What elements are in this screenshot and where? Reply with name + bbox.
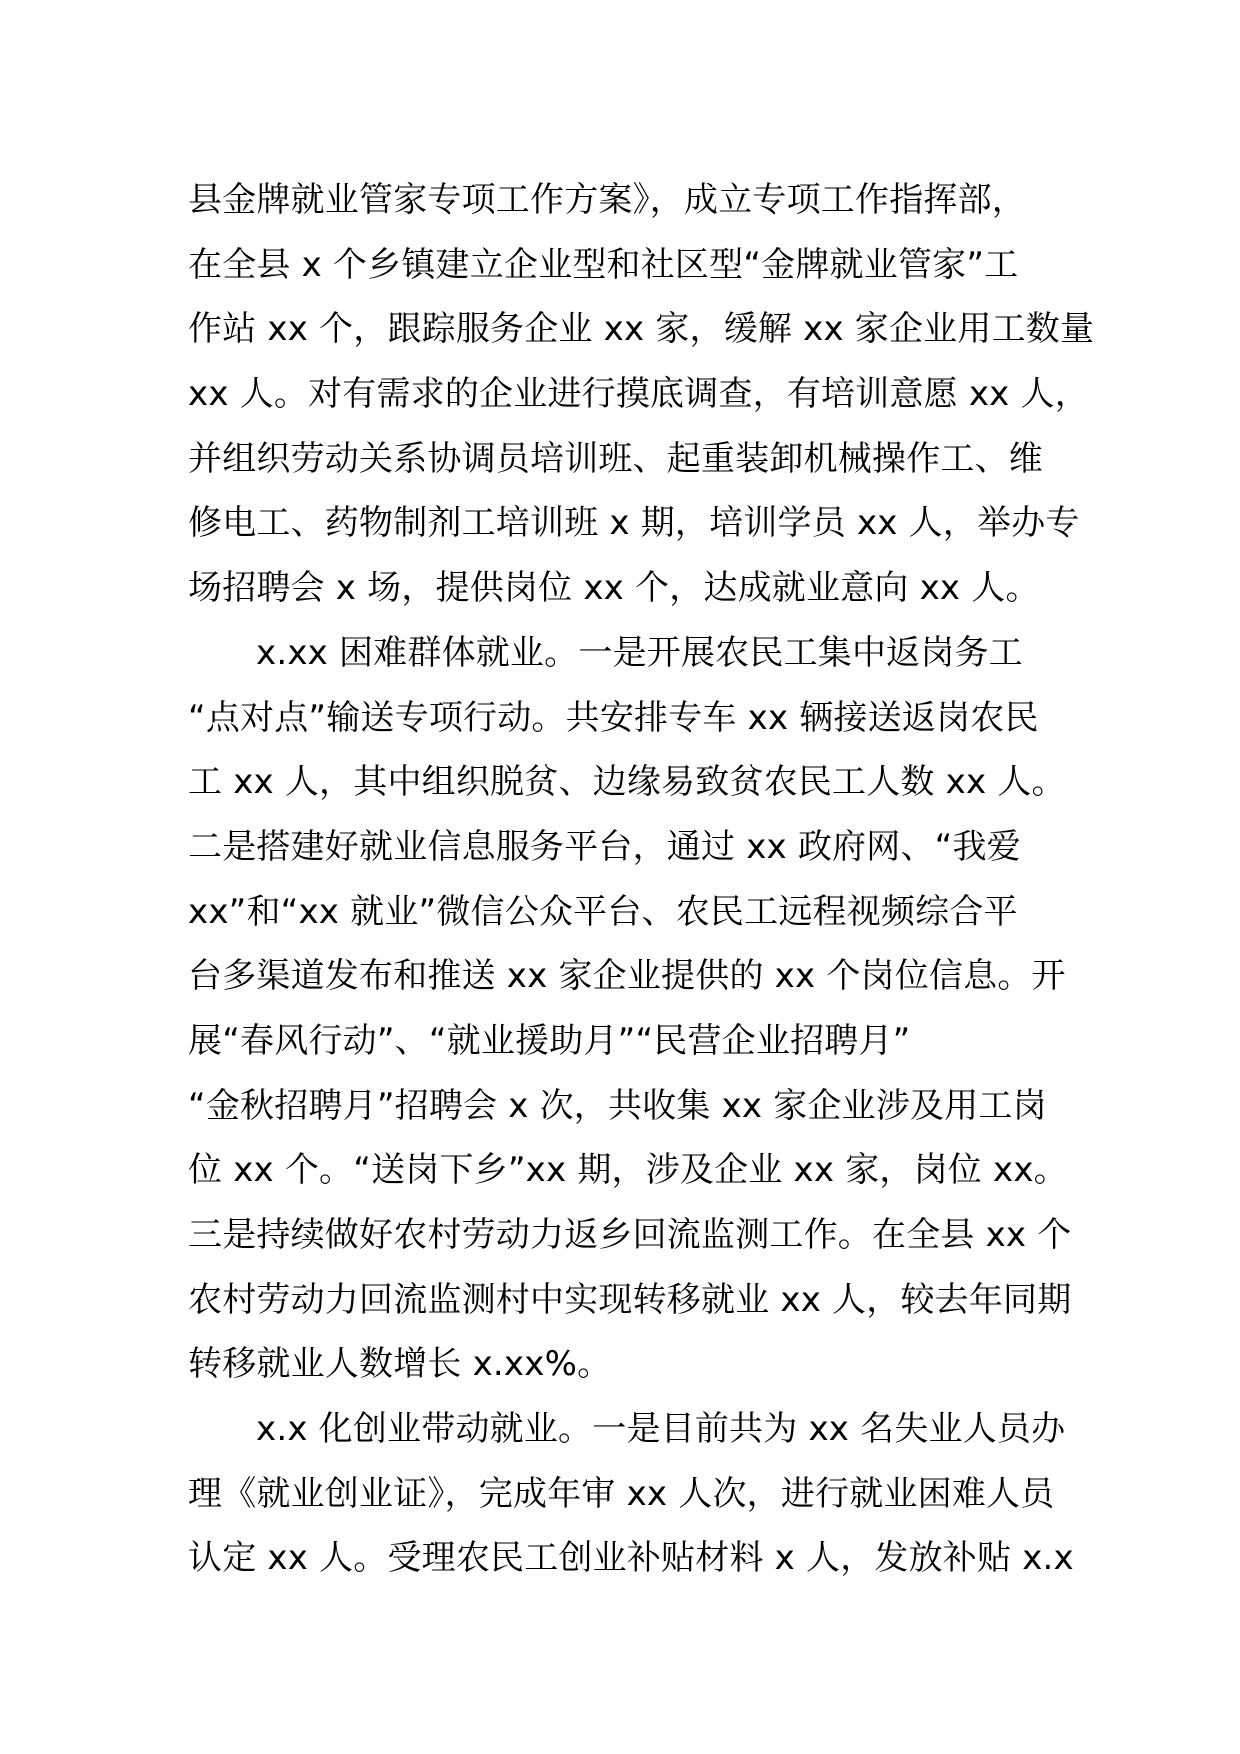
text-line: xx 人。对有需求的企业进行摸底调查，有培训意愿 xx 人， <box>188 374 1089 415</box>
text-line: 并组织劳动关系协调员培训班、起重装卸机械操作工、维 <box>188 438 1043 479</box>
text-line: 认定 xx 人。受理农民工创业补贴材料 x 人，发放补贴 x.x <box>188 1538 1074 1579</box>
text-line: 位 xx 个。“送岗下乡”xx 期，涉及企业 xx 家，岗位 xx。 <box>188 1150 1068 1191</box>
text-line: 二是搭建好就业信息服务平台，通过 xx 政府网、“我爱 <box>188 826 1021 867</box>
text-line: 在全县 x 个乡镇建立企业型和社区型“金牌就业管家”工 <box>188 244 1019 285</box>
text-line: 台多渠道发布和推送 xx 家企业提供的 xx 个岗位信息。开 <box>188 956 1066 997</box>
text-line: xx”和“xx 就业”微信公众平台、农民工远程视频综合平 <box>188 891 1018 932</box>
text-line: 农村劳动力回流监测村中实现转移就业 xx 人，较去年同期 <box>188 1279 1072 1320</box>
document-body <box>188 168 1098 1591</box>
text-line: 展“春风行动”、“就业援助月”“民营企业招聘月” <box>188 1020 911 1061</box>
text-line: 场招聘会 x 场，提供岗位 xx 个，达成就业意向 xx 人。 <box>188 568 1040 609</box>
paragraph-gold-employment-steward <box>188 168 1098 621</box>
text-line: 三是持续做好农村劳动力返乡回流监测工作。在全县 xx 个 <box>188 1215 1072 1255</box>
text-line: 作站 xx 个，跟踪服务企业 xx 家，缓解 xx 家企业用工数量 <box>188 309 1095 350</box>
text-line: 县金牌就业管家专项工作方案》，成立专项工作指挥部， <box>188 180 1026 220</box>
text-line: 理《就业创业证》，完成年审 xx 人次，进行就业困难人员 <box>188 1473 1055 1514</box>
text-line: 工 xx 人，其中组织脱贫、边缘易致贫农民工人数 xx 人。 <box>188 762 1066 803</box>
text-line: x.x 化创业带动就业。一是目前共为 xx 名失业人员办 <box>256 1409 1066 1450</box>
text-line: “点对点”输送专项行动。共安排专车 xx 辆接送返岗农民 <box>188 697 1039 738</box>
text-line: 修电工、药物制剂工培训班 x 期，培训学员 xx 人，举办专 <box>188 503 1080 544</box>
paragraph-difficult-groups-employment <box>188 621 1098 1397</box>
text-line: 转移就业人数增长 x.xx%。 <box>188 1344 612 1385</box>
paragraph-entrepreneurship-employment <box>188 1397 1098 1591</box>
text-line: x.xx 困难群体就业。一是开展农民工集中返岗务工 <box>256 632 1023 673</box>
text-line: “金秋招聘月”招聘会 x 次，共收集 xx 家企业涉及用工岗 <box>188 1085 1047 1126</box>
